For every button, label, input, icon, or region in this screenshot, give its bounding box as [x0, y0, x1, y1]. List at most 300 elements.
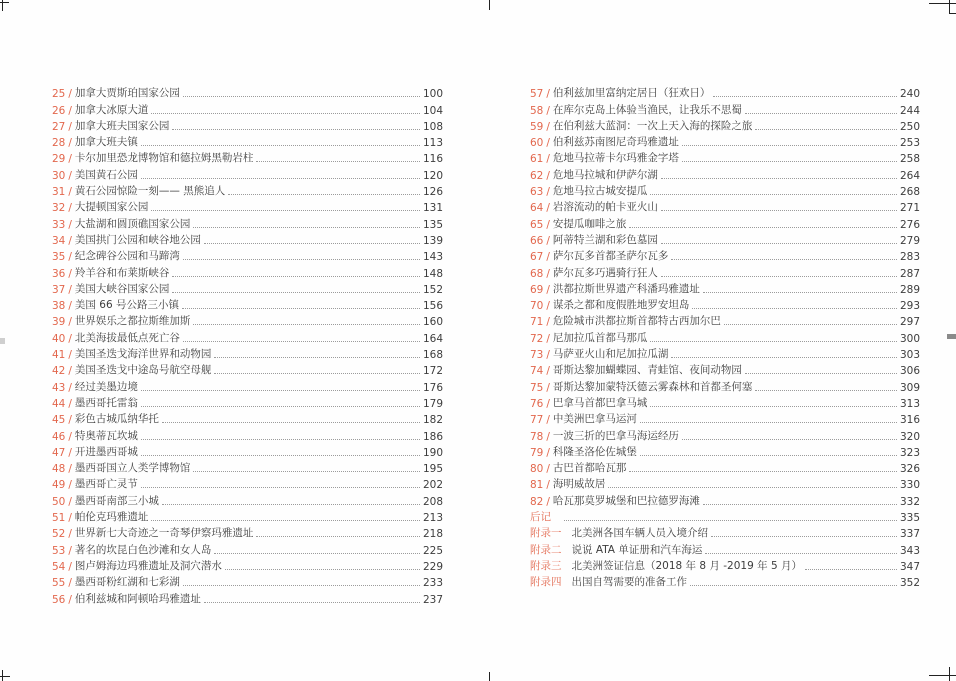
dotted-leader: [214, 372, 420, 374]
chapter-number: 71: [530, 316, 544, 329]
page-number: 287: [899, 267, 920, 280]
toc-entry: [52, 394, 443, 410]
chapter-separator: /: [68, 544, 72, 557]
chapter-title: 卡尔加里恐龙博物馆和德拉姆黑勒岩柱: [74, 152, 254, 165]
toc-entry: [530, 426, 920, 442]
chapter-separator: /: [546, 463, 550, 476]
toc-entry: [530, 377, 920, 393]
dotted-leader: [755, 389, 897, 391]
toc-entry: [52, 182, 443, 198]
chapter-title: 著名的坎昆白色沙滩和女人岛: [74, 543, 212, 556]
page-number: 131: [422, 202, 443, 215]
chapter-number: 50: [52, 495, 66, 508]
chapter-number: 60: [530, 137, 544, 150]
chapter-number: 42: [52, 365, 66, 378]
chapter-title: 阿蒂特兰湖和彩色墓园: [552, 233, 658, 246]
chapter-number: 58: [530, 104, 544, 117]
page-number: 152: [422, 283, 443, 296]
dotted-leader: [671, 258, 897, 260]
chapter-number: 31: [52, 186, 66, 199]
chapter-title: 尼加拉瓜首都马那瓜: [552, 331, 648, 344]
dotted-leader: [650, 405, 897, 407]
section-label: 后记: [530, 511, 551, 524]
page-number: 139: [422, 234, 443, 247]
dotted-leader: [650, 193, 897, 195]
page-number: 343: [899, 544, 920, 557]
page-number: 108: [422, 120, 443, 133]
chapter-number: 69: [530, 283, 544, 296]
scan-tab-left-edge: [0, 338, 5, 344]
chapter-separator: /: [68, 381, 72, 394]
toc-entry: [530, 100, 920, 116]
toc-entry: [52, 410, 443, 426]
page-number: 186: [422, 430, 443, 443]
toc-entry: [530, 165, 920, 181]
toc-entry: [52, 377, 443, 393]
page-number: 320: [899, 430, 920, 443]
toc-entry: [530, 394, 920, 410]
page-number: 148: [422, 267, 443, 280]
chapter-number: 49: [52, 479, 66, 492]
chapter-separator: /: [68, 463, 72, 476]
dotted-leader: [141, 486, 420, 488]
chapter-title: 危地马拉城和伊萨尔湖: [552, 168, 658, 181]
chapter-title: 美国大峡谷国家公园: [74, 282, 170, 295]
page-number: 326: [899, 463, 920, 476]
chapter-separator: /: [68, 332, 72, 345]
chapter-number: 62: [530, 169, 544, 182]
page-number: 156: [422, 300, 443, 313]
chapter-title: 美国黄石公园: [74, 168, 138, 181]
page-number: 208: [422, 495, 443, 508]
chapter-separator: /: [68, 88, 72, 101]
chapter-separator: /: [546, 137, 550, 150]
chapter-title: 在伯利兹大蓝洞：一次上天入海的探险之旅: [552, 119, 753, 132]
chapter-separator: /: [546, 218, 550, 231]
chapter-number: 52: [52, 528, 66, 541]
toc-entry: [52, 524, 443, 540]
chapter-separator: /: [68, 202, 72, 215]
chapter-title: 海明威故居: [552, 478, 606, 491]
chapter-number: 72: [530, 332, 544, 345]
dotted-leader: [682, 144, 897, 146]
chapter-title: 美国圣迭戈中途岛号航空母舰: [74, 364, 212, 377]
chapter-number: 59: [530, 120, 544, 133]
toc-entry: [530, 557, 920, 573]
crop-mark-bottom-right-vertical: [949, 667, 950, 681]
page-number: 293: [899, 300, 920, 313]
chapter-title: 哥斯达黎加蝴蝶园、青蛙馆、夜间动物园: [552, 364, 742, 377]
dotted-leader: [151, 209, 420, 211]
dotted-leader: [141, 405, 420, 407]
dotted-leader: [629, 226, 897, 228]
scan-tab-right-edge: [947, 334, 956, 339]
page-number: 237: [422, 593, 443, 606]
chapter-separator: /: [546, 169, 550, 182]
chapter-title: 哈瓦那莫罗城堡和巴拉德罗海滩: [552, 494, 700, 507]
toc-entry: [530, 443, 920, 459]
section-label: 附录四: [530, 576, 562, 589]
chapter-title: 萨尔瓦多首都圣萨尔瓦多: [552, 250, 669, 263]
section-label: 附录二: [530, 543, 562, 556]
crop-mark-top-right-horizontal: [929, 3, 956, 4]
dotted-leader: [805, 568, 897, 570]
chapter-number: 41: [52, 349, 66, 362]
dotted-leader: [661, 209, 897, 211]
page-number: 330: [899, 479, 920, 492]
chapter-number: 32: [52, 202, 66, 215]
chapter-title: 羚羊谷和布莱斯峡谷: [74, 266, 170, 279]
chapter-number: 67: [530, 251, 544, 264]
toc-entry: [530, 247, 920, 263]
page-number: 332: [899, 495, 920, 508]
page-number: 244: [899, 104, 920, 117]
chapter-number: 44: [52, 397, 66, 410]
page-number: 352: [899, 577, 920, 590]
chapter-number: 46: [52, 430, 66, 443]
chapter-number: 73: [530, 349, 544, 362]
page-number: 213: [422, 512, 443, 525]
dotted-leader: [661, 275, 897, 277]
dotted-leader: [629, 470, 897, 472]
chapter-separator: /: [68, 593, 72, 606]
dotted-leader: [193, 323, 420, 325]
chapter-separator: /: [68, 316, 72, 329]
dotted-leader: [661, 242, 897, 244]
toc-entry: [52, 491, 443, 507]
page-number: 268: [899, 186, 920, 199]
chapter-separator: /: [546, 120, 550, 133]
page-number: 309: [899, 381, 920, 394]
page-number: 172: [422, 365, 443, 378]
chapter-title: 北美海拔最低点死亡谷: [74, 331, 180, 344]
chapter-separator: /: [68, 528, 72, 541]
toc-entry: [530, 133, 920, 149]
dotted-leader: [608, 486, 897, 488]
page-number: 135: [422, 218, 443, 231]
toc-entry: [52, 84, 443, 100]
page-number: 195: [422, 463, 443, 476]
dotted-leader: [193, 470, 420, 472]
chapter-title: 世界新七大奇迹之一奇琴伊察玛雅遗址: [74, 527, 254, 540]
chapter-number: 75: [530, 381, 544, 394]
toc-entry: [530, 361, 920, 377]
page-number: 303: [899, 349, 920, 362]
toc-entry: [530, 491, 920, 507]
chapter-title: 出国自驾需要的准备工作: [571, 576, 687, 589]
toc-entry: [52, 475, 443, 491]
chapter-separator: /: [68, 512, 72, 525]
section-label: 附录一: [530, 527, 562, 540]
toc-entry: [52, 231, 443, 247]
page-number: 283: [899, 251, 920, 264]
chapter-separator: /: [68, 560, 72, 573]
page-number: 164: [422, 332, 443, 345]
toc-columns: [52, 84, 920, 606]
dotted-leader: [214, 356, 420, 358]
chapter-separator: /: [68, 365, 72, 378]
toc-entry: [52, 296, 443, 312]
chapter-number: 36: [52, 267, 66, 280]
chapter-separator: /: [546, 300, 550, 313]
chapter-number: 54: [52, 560, 66, 573]
dotted-leader: [225, 568, 420, 570]
dotted-leader: [692, 307, 897, 309]
chapter-number: 70: [530, 300, 544, 313]
chapter-title: 说说 ATA 单证册和汽车海运: [571, 543, 703, 556]
dotted-leader: [141, 438, 420, 440]
chapter-title: 危地马拉蒂卡尔玛雅金字塔: [552, 152, 679, 165]
chapter-separator: /: [546, 267, 550, 280]
dotted-leader: [724, 323, 897, 325]
toc-entry: [530, 345, 920, 361]
chapter-title: 墨西哥粉红湖和七彩湖: [74, 576, 180, 589]
chapter-title: 中美洲巴拿马运河: [552, 413, 637, 426]
toc-entry: [52, 557, 443, 573]
chapter-title: 伯利兹加里富纳定居日（狂欢日）: [552, 87, 711, 100]
page-number: 229: [422, 560, 443, 573]
page-number: 190: [422, 446, 443, 459]
chapter-separator: /: [68, 251, 72, 264]
chapter-title: 在库尔克岛上体验当渔民，让我乐不思蜀: [552, 103, 742, 116]
toc-entry: [52, 100, 443, 116]
chapter-separator: /: [546, 251, 550, 264]
chapter-separator: /: [546, 283, 550, 296]
chapter-separator: /: [68, 397, 72, 410]
page-number: 218: [422, 528, 443, 541]
page-number: 116: [422, 153, 443, 166]
page-number: 120: [422, 169, 443, 182]
chapter-title: 萨尔瓦多巧遇骑行狂人: [552, 266, 658, 279]
dotted-leader: [564, 519, 897, 521]
toc-entry: [52, 214, 443, 230]
chapter-number: 76: [530, 397, 544, 410]
dotted-leader: [703, 291, 897, 293]
chapter-number: 27: [52, 120, 66, 133]
dotted-leader: [172, 128, 420, 130]
chapter-title: 纪念碑谷公园和马蹄湾: [74, 250, 180, 263]
toc-entry: [530, 296, 920, 312]
toc-entry: [52, 198, 443, 214]
toc-entry: [530, 312, 920, 328]
chapter-title: 岩溶流动的帕卡亚火山: [552, 201, 658, 214]
dotted-leader: [711, 535, 897, 537]
chapter-title: 图卢姆海边玛雅遗址及洞穴潜水: [74, 559, 222, 572]
page-number: 113: [422, 137, 443, 150]
chapter-title: 洪都拉斯世界遗产科潘玛雅遗址: [552, 282, 700, 295]
chapter-number: 80: [530, 463, 544, 476]
chapter-separator: /: [68, 283, 72, 296]
crop-mark-bottom-center: [489, 672, 490, 681]
chapter-title: 马萨亚火山和尼加拉瓜湖: [552, 348, 669, 361]
dotted-leader: [705, 552, 897, 554]
dotted-leader: [640, 454, 897, 456]
dotted-leader: [141, 177, 420, 179]
chapter-title: 世界娱乐之都拉斯维加斯: [74, 315, 191, 328]
toc-entry: [52, 280, 443, 296]
chapter-title: 加拿大班夫国家公园: [74, 119, 170, 132]
chapter-title: 美国 66 号公路三小镇: [74, 299, 179, 312]
dotted-leader: [172, 291, 420, 293]
chapter-separator: /: [68, 234, 72, 247]
chapter-separator: /: [546, 365, 550, 378]
chapter-separator: /: [546, 397, 550, 410]
chapter-title: 彩色古城瓜纳华托: [74, 413, 159, 426]
toc-entry: [52, 426, 443, 442]
chapter-number: 79: [530, 446, 544, 459]
chapter-title: 墨西哥亡灵节: [74, 478, 138, 491]
toc-entry: [530, 280, 920, 296]
chapter-title: 墨西哥国立人类学博物馆: [74, 462, 191, 475]
dotted-leader: [204, 242, 420, 244]
chapter-title: 安提瓜咖啡之旅: [552, 217, 627, 230]
toc-entry: [52, 312, 443, 328]
chapter-separator: /: [68, 479, 72, 492]
toc-entry: [530, 214, 920, 230]
toc-entry: [52, 247, 443, 263]
toc-entry: [530, 475, 920, 491]
chapter-number: 30: [52, 169, 66, 182]
chapter-separator: /: [546, 234, 550, 247]
chapter-number: 47: [52, 446, 66, 459]
page-number: 126: [422, 186, 443, 199]
chapter-separator: /: [68, 267, 72, 280]
toc-column-right: [530, 84, 920, 606]
crop-mark-top-center: [489, 0, 490, 10]
chapter-title: 加拿大贾斯珀国家公园: [74, 87, 180, 100]
page-number: 233: [422, 577, 443, 590]
chapter-number: 61: [530, 153, 544, 166]
chapter-separator: /: [68, 218, 72, 231]
page-number: 300: [899, 332, 920, 345]
dotted-leader: [183, 258, 420, 260]
chapter-title: 黄石公园惊险一刻—— 黑熊追人: [74, 185, 226, 198]
page-number: 160: [422, 316, 443, 329]
page-number: 225: [422, 544, 443, 557]
chapter-title: 一波三折的巴拿马海运经历: [552, 429, 679, 442]
chapter-separator: /: [546, 153, 550, 166]
toc-entry: [530, 84, 920, 100]
chapter-title: 哥斯达黎加蒙特沃德云雾森林和首都圣何塞: [552, 380, 753, 393]
dotted-leader: [713, 95, 897, 97]
dotted-leader: [661, 177, 897, 179]
chapter-separator: /: [68, 153, 72, 166]
chapter-separator: /: [68, 169, 72, 182]
toc-entry: [52, 149, 443, 165]
chapter-title: 开进墨西哥城: [74, 445, 138, 458]
dotted-leader: [141, 389, 420, 391]
crop-mark-bottom-left-horizontal: [0, 676, 10, 677]
chapter-number: 55: [52, 577, 66, 590]
chapter-separator: /: [546, 430, 550, 443]
dotted-leader: [671, 356, 897, 358]
chapter-title: 加拿大冰原大道: [74, 103, 149, 116]
dotted-leader: [682, 160, 897, 162]
dotted-leader: [228, 193, 420, 195]
chapter-separator: /: [546, 332, 550, 345]
chapter-number: 51: [52, 512, 66, 525]
page-number: 337: [899, 528, 920, 541]
chapter-title: 墨西哥托雷翁: [74, 396, 138, 409]
page-number: 253: [899, 137, 920, 150]
chapter-number: 29: [52, 153, 66, 166]
chapter-separator: /: [68, 186, 72, 199]
page-number: 297: [899, 316, 920, 329]
page-number: 202: [422, 479, 443, 492]
toc-entry: [52, 361, 443, 377]
chapter-separator: /: [68, 495, 72, 508]
page-number: 182: [422, 414, 443, 427]
chapter-separator: /: [546, 186, 550, 199]
dotted-leader: [745, 372, 897, 374]
page-number: 168: [422, 349, 443, 362]
toc-entry: [52, 117, 443, 133]
dotted-leader: [183, 340, 420, 342]
chapter-separator: /: [68, 446, 72, 459]
page-number: 347: [899, 560, 920, 573]
toc-entry: [52, 589, 443, 605]
page-number: 313: [899, 397, 920, 410]
chapter-title: 古巴首都哈瓦那: [552, 462, 627, 475]
chapter-separator: /: [68, 300, 72, 313]
dotted-leader: [640, 421, 897, 423]
chapter-separator: /: [546, 349, 550, 362]
chapter-number: 40: [52, 332, 66, 345]
page-number: 143: [422, 251, 443, 264]
page-number: 179: [422, 397, 443, 410]
toc-entry: [530, 508, 920, 524]
chapter-number: 77: [530, 414, 544, 427]
chapter-number: 34: [52, 234, 66, 247]
dotted-leader: [204, 601, 420, 603]
dotted-leader: [755, 128, 897, 130]
chapter-separator: /: [546, 88, 550, 101]
toc-entry: [530, 410, 920, 426]
dotted-leader: [151, 112, 420, 114]
chapter-number: 56: [52, 593, 66, 606]
toc-entry: [52, 459, 443, 475]
toc-entry: [52, 133, 443, 149]
chapter-number: 68: [530, 267, 544, 280]
dotted-leader: [682, 438, 897, 440]
toc-entry: [52, 263, 443, 279]
chapter-number: 57: [530, 88, 544, 101]
chapter-title: 伯利兹城和阿顿哈玛雅遗址: [74, 592, 201, 605]
chapter-number: 43: [52, 381, 66, 394]
chapter-separator: /: [546, 495, 550, 508]
page-number: 104: [422, 104, 443, 117]
crop-mark-bottom-right-horizontal: [929, 675, 956, 676]
dotted-leader: [214, 552, 420, 554]
chapter-number: 39: [52, 316, 66, 329]
dotted-leader: [141, 144, 420, 146]
chapter-number: 53: [52, 544, 66, 557]
toc-entry: [530, 328, 920, 344]
toc-entry: [52, 540, 443, 556]
dotted-leader: [650, 340, 897, 342]
dotted-leader: [690, 584, 897, 586]
toc-column-left: [52, 84, 443, 606]
chapter-separator: /: [68, 137, 72, 150]
chapter-title: 帕伦克玛雅遗址: [74, 511, 149, 524]
toc-entry: [52, 345, 443, 361]
dotted-leader: [745, 112, 897, 114]
chapter-title: 北美洲签证信息（2018 年 8 月 -2019 年 5 月）: [571, 559, 802, 572]
chapter-number: 65: [530, 218, 544, 231]
page-number: 250: [899, 120, 920, 133]
crop-mark-top-right-vertical: [949, 0, 950, 14]
dotted-leader: [151, 519, 420, 521]
